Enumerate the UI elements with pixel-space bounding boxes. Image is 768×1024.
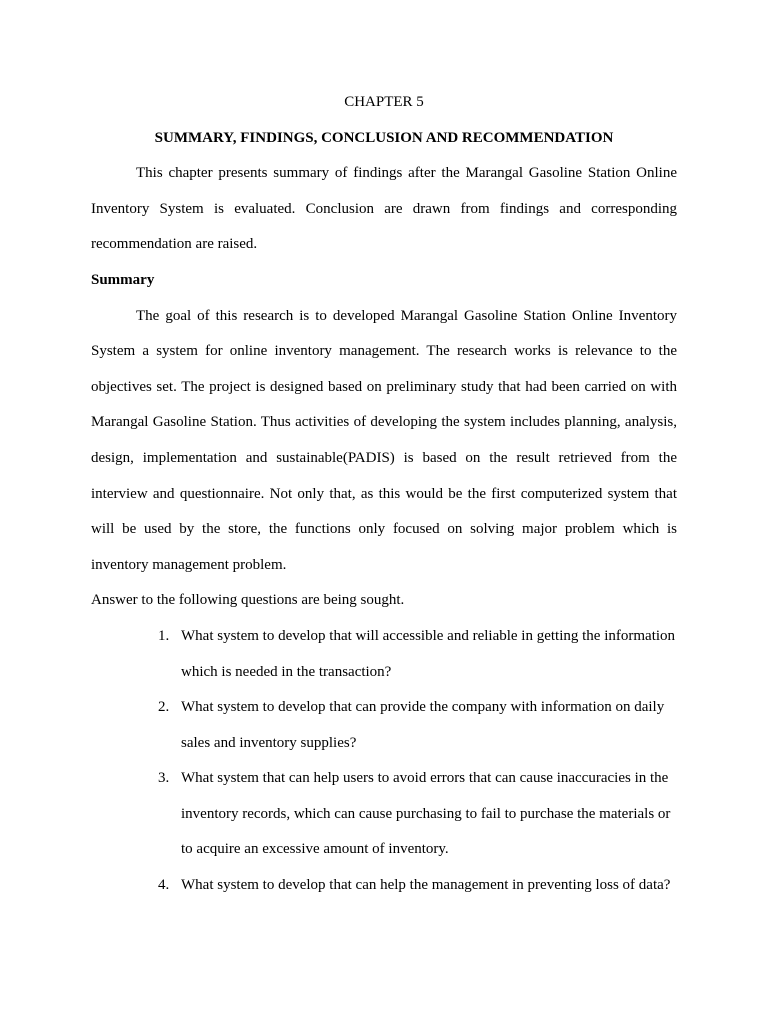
intro-line: recommendation are raised.	[91, 236, 258, 253]
questions-intro: Answer to the following questions are being sought.	[91, 592, 405, 609]
intro-line: Inventory System is evaluated. Conclusion are drawn from findings and corresponding	[91, 200, 677, 217]
questions-list	[91, 619, 677, 904]
chapter-title: SUMMARY, FINDINGS, CONCLUSION AND RECOMMENDATION	[154, 129, 614, 146]
list-item	[91, 868, 677, 904]
list-item-line: sales and inventory supplies?	[181, 734, 357, 751]
list-number: 1.	[158, 627, 170, 644]
summary-line: design, implementation and sustainable(PADIS) is based on the result retrieved from the	[91, 449, 677, 466]
list-item-line: which is needed in the transaction?	[181, 663, 392, 680]
list-item-line	[91, 761, 677, 797]
list-text: What system to develop that will accessible and reliable in getting the information	[181, 627, 676, 644]
summary-line: System a system for online inventory management. The research works is relevance to the	[91, 343, 677, 360]
intro-line: This chapter presents summary of findings after the Marangal Gasoline Station Online	[136, 165, 677, 182]
list-item-line: to acquire an excessive amount of inventory.	[181, 841, 449, 858]
summary-heading: Summary	[91, 271, 155, 288]
list-text: What system to develop that can help the management in preventing loss of data?	[181, 877, 671, 894]
summary-line: Marangal Gasoline Station. Thus activities of developing the system includes planning, analysis,	[91, 414, 677, 431]
list-item-line	[91, 690, 677, 726]
intro-paragraph	[91, 156, 677, 263]
summary-paragraph	[91, 299, 677, 584]
list-item-line	[91, 868, 677, 904]
list-number: 3.	[158, 770, 170, 787]
list-text: What system that can help users to avoid errors that can cause inaccuracies in the	[181, 770, 669, 787]
summary-line: interview and questionnaire. Not only that, as this would be the first computerized system that	[91, 485, 677, 502]
list-number: 4.	[158, 877, 170, 894]
summary-line: The goal of this research is to developed Marangal Gasoline Station Online Inventory	[136, 307, 677, 324]
list-item	[91, 690, 677, 761]
list-text: What system to develop that can provide the company with information on daily	[181, 699, 665, 716]
list-item	[91, 619, 677, 690]
list-number: 2.	[158, 699, 170, 716]
list-item-line	[91, 619, 677, 655]
summary-line: will be used by the store, the functions only focused on solving major problem which is	[91, 521, 677, 538]
document-page	[91, 85, 677, 904]
summary-line: inventory management problem.	[91, 556, 287, 573]
list-item	[91, 761, 677, 868]
chapter-label: CHAPTER 5	[344, 94, 424, 110]
summary-line: objectives set. The project is designed based on preliminary study that had been carried on with	[91, 378, 677, 395]
list-item-line: inventory records, which can cause purchasing to fail to purchase the materials or	[181, 805, 671, 822]
